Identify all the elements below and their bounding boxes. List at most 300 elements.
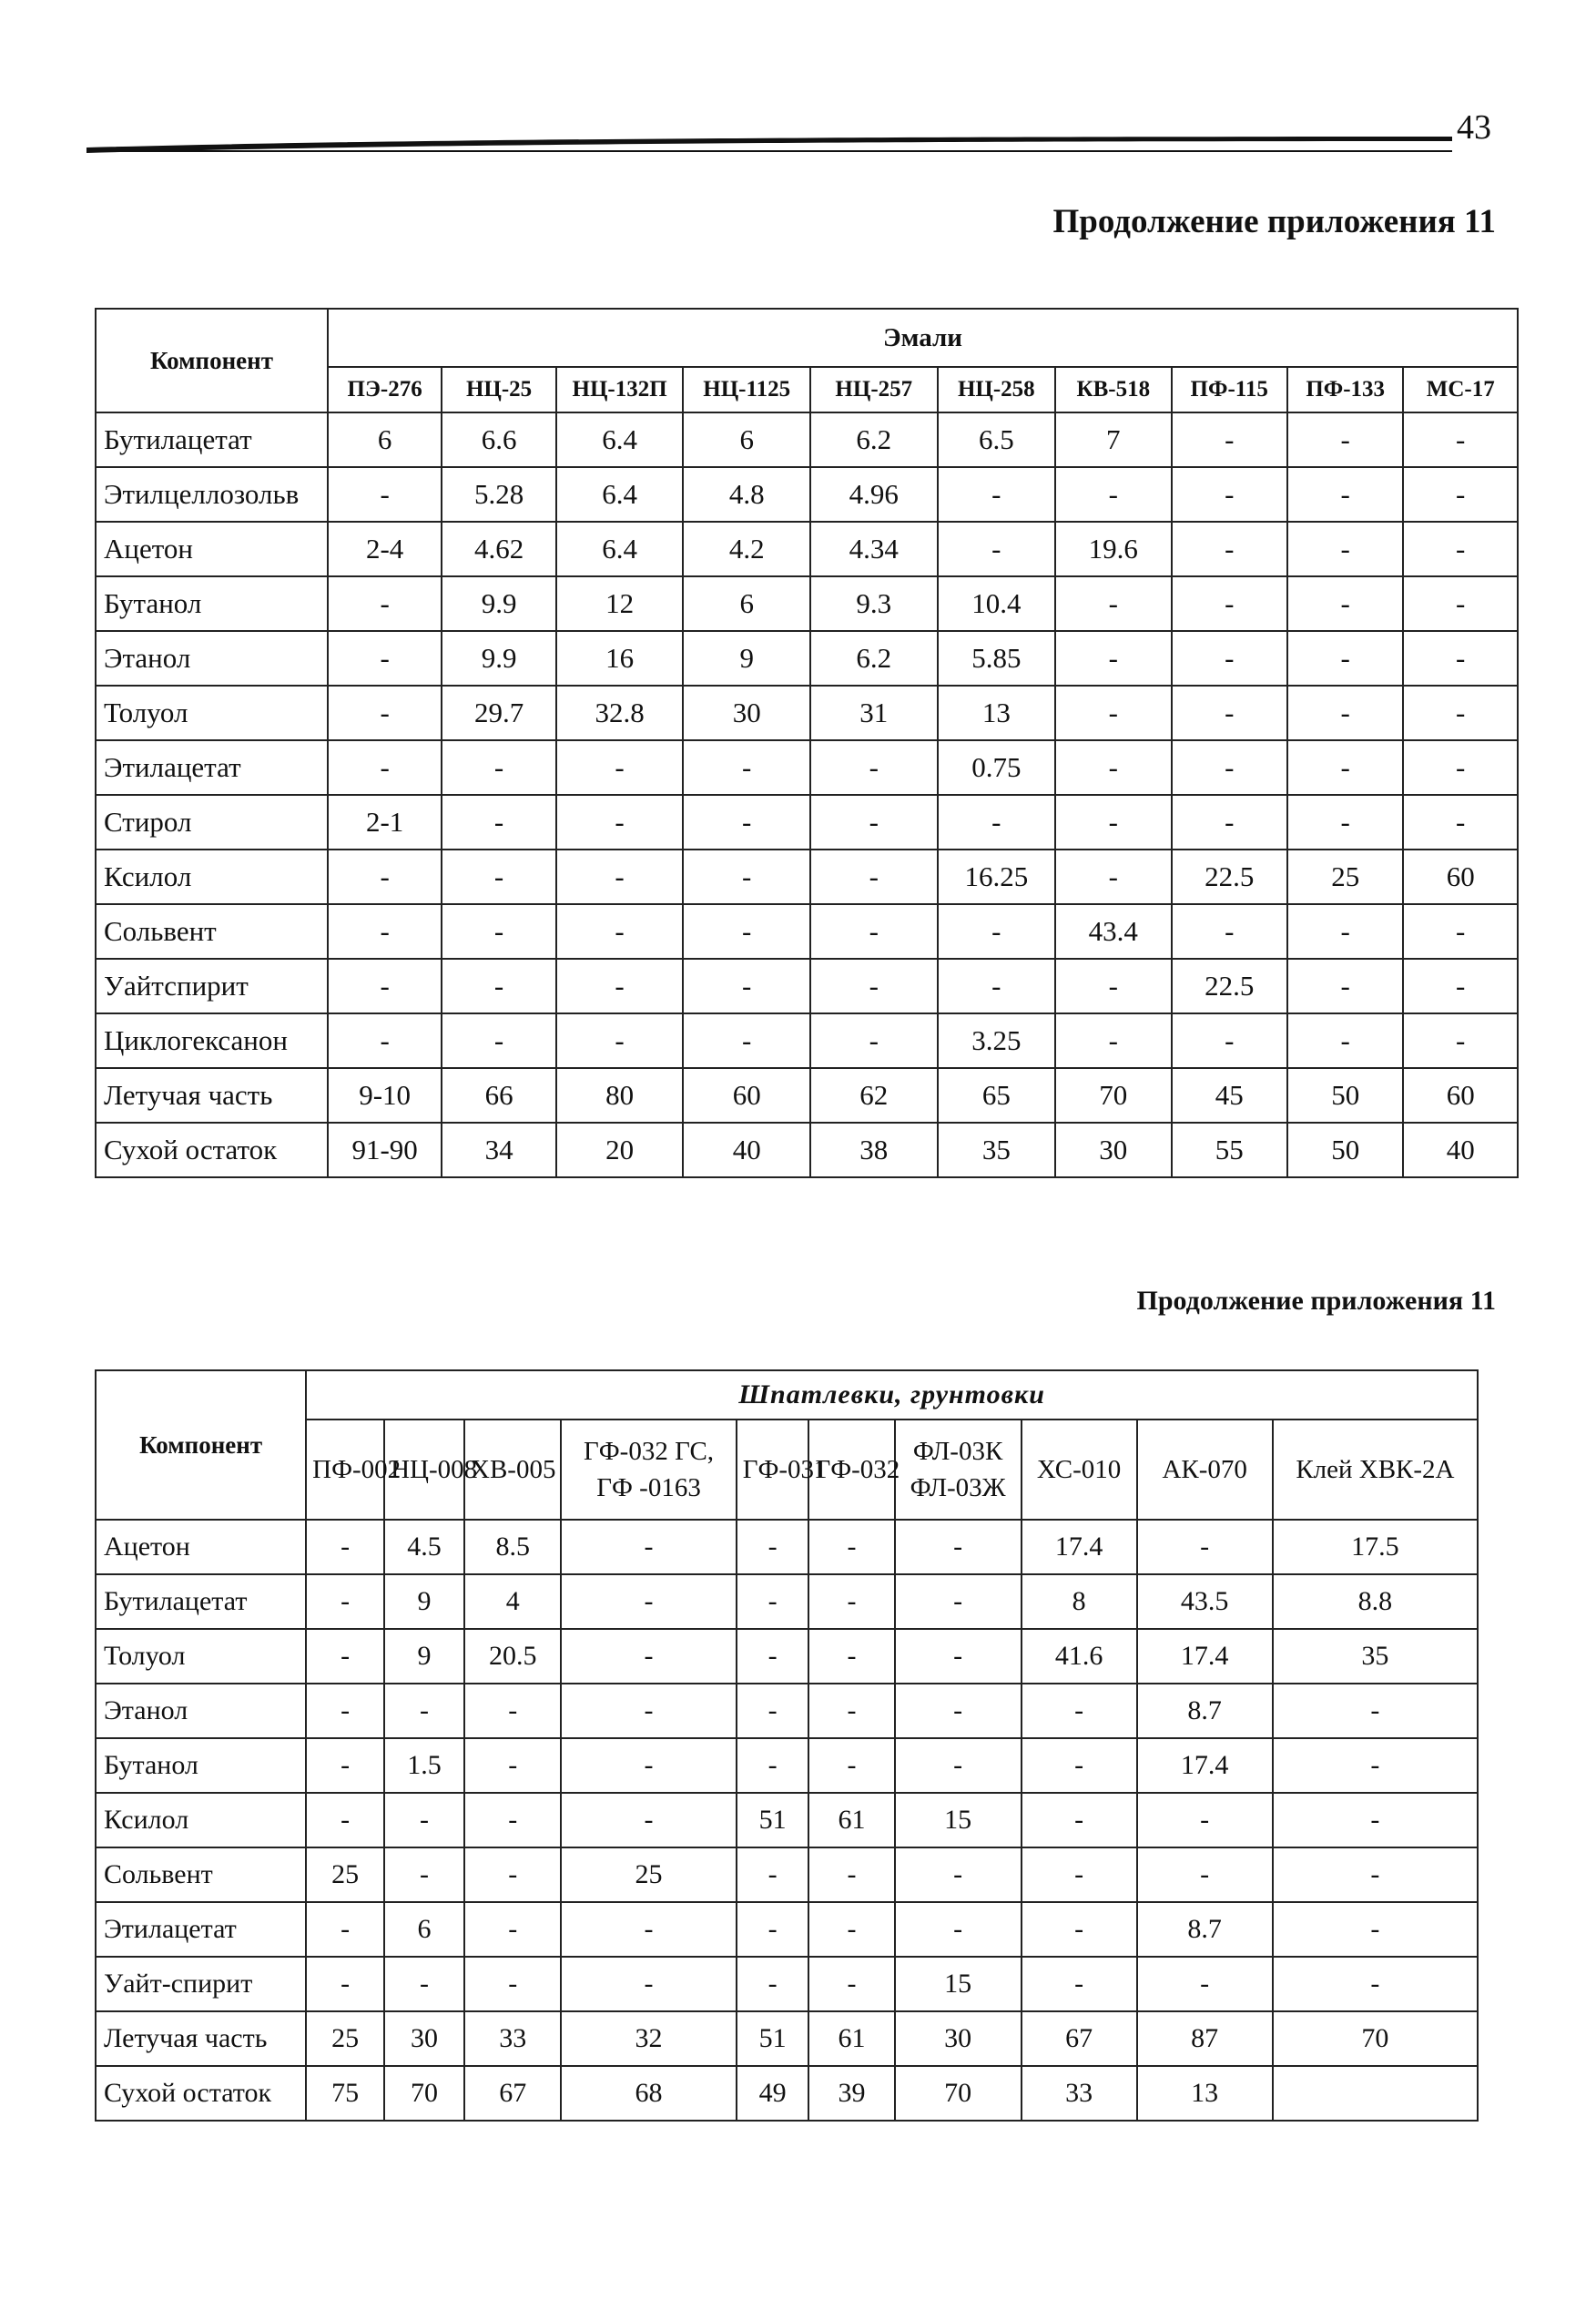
table-cell: - xyxy=(737,1684,809,1738)
table-row xyxy=(96,522,1518,576)
table-cell: - xyxy=(1403,522,1518,576)
table-cell: 8.8 xyxy=(1273,1574,1478,1629)
table-cell: 9.9 xyxy=(442,576,555,631)
table-cell: - xyxy=(1287,522,1403,576)
table-cell: - xyxy=(561,1957,736,2011)
table-cell: 41.6 xyxy=(1022,1629,1137,1684)
column-header: НЦ-132П xyxy=(556,367,684,412)
column-header: ПФ-133 xyxy=(1287,367,1403,412)
table-cell: 70 xyxy=(1055,1068,1171,1123)
table-cell: 62 xyxy=(810,1068,938,1123)
row-label: Стирол xyxy=(96,795,328,850)
table-cell: - xyxy=(1403,1013,1518,1068)
table-cell: - xyxy=(1287,576,1403,631)
table-cell: - xyxy=(556,795,684,850)
table-cell: - xyxy=(1403,686,1518,740)
column-header: ПЭ-276 xyxy=(328,367,442,412)
table-cell: - xyxy=(1403,631,1518,686)
table-cell: 80 xyxy=(556,1068,684,1123)
table-cell: 2-1 xyxy=(328,795,442,850)
column-header: ФЛ-03К ФЛ-03Ж xyxy=(895,1420,1022,1520)
table-cell: - xyxy=(683,959,810,1013)
enamels-table xyxy=(95,308,1519,1178)
table-cell: 12 xyxy=(556,576,684,631)
column-header: НЦ-1125 xyxy=(683,367,810,412)
table-cell: - xyxy=(895,1629,1022,1684)
table-cell: - xyxy=(1022,1684,1137,1738)
table-cell: 43.4 xyxy=(1055,904,1171,959)
table-cell: - xyxy=(328,467,442,522)
group-header-putties-primers: Шпатлевки, грунтовки xyxy=(306,1370,1478,1420)
table-cell: - xyxy=(561,1574,736,1629)
table-cell: 87 xyxy=(1137,2011,1273,2066)
table-cell: - xyxy=(1403,412,1518,467)
table-cell: 51 xyxy=(737,2011,809,2066)
table-cell: - xyxy=(1403,904,1518,959)
table-cell: 6.2 xyxy=(810,631,938,686)
table-row xyxy=(96,795,1518,850)
table-row xyxy=(96,1574,1478,1629)
table-cell: 3.25 xyxy=(938,1013,1055,1068)
table-cell: - xyxy=(810,1013,938,1068)
table-cell: 16.25 xyxy=(938,850,1055,904)
table-cell: 13 xyxy=(938,686,1055,740)
table-cell: 67 xyxy=(464,2066,561,2121)
table-cell: - xyxy=(737,1629,809,1684)
table-cell: - xyxy=(384,1684,464,1738)
table-cell: 15 xyxy=(895,1793,1022,1847)
table-cell: 60 xyxy=(1403,1068,1518,1123)
table-cell: - xyxy=(1172,1013,1287,1068)
table-cell: 40 xyxy=(1403,1123,1518,1177)
table-cell: 9 xyxy=(384,1574,464,1629)
table-cell: 30 xyxy=(895,2011,1022,2066)
table-cell: - xyxy=(556,1013,684,1068)
table-cell: - xyxy=(328,904,442,959)
table-cell: - xyxy=(442,904,555,959)
table-cell: - xyxy=(561,1738,736,1793)
table-cell: - xyxy=(1287,467,1403,522)
table-cell: - xyxy=(810,850,938,904)
table-cell: - xyxy=(1022,1793,1137,1847)
table-cell: - xyxy=(1287,686,1403,740)
table-cell: - xyxy=(1172,795,1287,850)
table-cell: 10.4 xyxy=(938,576,1055,631)
table-cell: - xyxy=(1172,576,1287,631)
table-cell: - xyxy=(938,959,1055,1013)
table-cell: 9 xyxy=(683,631,810,686)
table-cell: - xyxy=(895,1902,1022,1957)
table-cell: - xyxy=(442,740,555,795)
table-cell: 38 xyxy=(810,1123,938,1177)
row-label: Толуол xyxy=(96,686,328,740)
table-cell: 15 xyxy=(895,1957,1022,2011)
column-header: ХС-010 xyxy=(1022,1420,1137,1520)
table-cell: - xyxy=(464,1902,561,1957)
table-cell: - xyxy=(1273,1902,1478,1957)
table-cell: 4.8 xyxy=(683,467,810,522)
table-cell: - xyxy=(737,1957,809,2011)
table-cell: 9.9 xyxy=(442,631,555,686)
table-cell: - xyxy=(328,1013,442,1068)
table-cell: - xyxy=(306,1738,384,1793)
table-cell: - xyxy=(810,740,938,795)
table-cell: - xyxy=(384,1957,464,2011)
table-cell: 8.7 xyxy=(1137,1902,1273,1957)
table-cell: 17.4 xyxy=(1022,1520,1137,1574)
column-header: ХВ-005 xyxy=(464,1420,561,1520)
column-header: НЦ-25 xyxy=(442,367,555,412)
table-cell: 4.5 xyxy=(384,1520,464,1574)
column-header: ГФ-032 xyxy=(808,1420,894,1520)
row-label: Этанол xyxy=(96,631,328,686)
table-cell: - xyxy=(1403,576,1518,631)
table-cell: - xyxy=(1273,1957,1478,2011)
table-row xyxy=(96,1684,1478,1738)
table-cell: - xyxy=(442,959,555,1013)
table-cell: - xyxy=(1287,740,1403,795)
table-row xyxy=(96,1847,1478,1902)
table-cell: - xyxy=(328,631,442,686)
table-cell: - xyxy=(306,1793,384,1847)
table-cell: 60 xyxy=(683,1068,810,1123)
row-label: Этанол xyxy=(96,1684,306,1738)
table-cell: - xyxy=(683,795,810,850)
table-cell: 4.62 xyxy=(442,522,555,576)
table-cell: - xyxy=(1055,576,1171,631)
table-cell: - xyxy=(1055,631,1171,686)
table-cell: - xyxy=(938,522,1055,576)
component-header: Компонент xyxy=(96,1370,306,1520)
column-header: ПФ-115 xyxy=(1172,367,1287,412)
table-cell: 4.96 xyxy=(810,467,938,522)
table-cell: 30 xyxy=(384,2011,464,2066)
table-cell: - xyxy=(1055,850,1171,904)
table-cell: 9-10 xyxy=(328,1068,442,1123)
table-cell: - xyxy=(808,1520,894,1574)
table-cell: 8.5 xyxy=(464,1520,561,1574)
row-label: Ацетон xyxy=(96,1520,306,1574)
table-cell: 25 xyxy=(1287,850,1403,904)
table-cell: 8 xyxy=(1022,1574,1137,1629)
row-label: Летучая часть xyxy=(96,1068,328,1123)
row-label: Толуол xyxy=(96,1629,306,1684)
table-cell: 9.3 xyxy=(810,576,938,631)
table-cell: - xyxy=(556,959,684,1013)
table-cell: - xyxy=(464,1847,561,1902)
table-cell: - xyxy=(306,1902,384,1957)
table-cell: - xyxy=(442,1013,555,1068)
table-cell: - xyxy=(1273,1793,1478,1847)
table-cell: - xyxy=(1137,1793,1273,1847)
table-cell: - xyxy=(1055,795,1171,850)
table-cell: 6.4 xyxy=(556,522,684,576)
table-cell: - xyxy=(328,686,442,740)
table-cell: - xyxy=(1287,795,1403,850)
table-cell: - xyxy=(808,1957,894,2011)
row-label: Бутилацетат xyxy=(96,412,328,467)
table-cell: - xyxy=(810,795,938,850)
row-label: Летучая часть xyxy=(96,2011,306,2066)
table-cell: 2-4 xyxy=(328,522,442,576)
row-label: Бутанол xyxy=(96,1738,306,1793)
table-cell: 25 xyxy=(306,2011,384,2066)
table-cell: 5.28 xyxy=(442,467,555,522)
table-cell: - xyxy=(1273,1738,1478,1793)
table-row xyxy=(96,412,1518,467)
table-cell: - xyxy=(561,1684,736,1738)
column-header: АК-070 xyxy=(1137,1420,1273,1520)
table-row xyxy=(96,1123,1518,1177)
row-label: Ксилол xyxy=(96,1793,306,1847)
group-header-enamels: Эмали xyxy=(328,309,1518,367)
table-cell: 68 xyxy=(561,2066,736,2121)
table-cell: - xyxy=(464,1793,561,1847)
table-row xyxy=(96,1629,1478,1684)
row-label: Этилцеллозольв xyxy=(96,467,328,522)
table-cell: 6.4 xyxy=(556,467,684,522)
table-cell: 75 xyxy=(306,2066,384,2121)
table-cell: 35 xyxy=(1273,1629,1478,1684)
table-cell: - xyxy=(1172,522,1287,576)
table-cell: - xyxy=(556,904,684,959)
table-cell: - xyxy=(1022,1957,1137,2011)
table-cell: 29.7 xyxy=(442,686,555,740)
table-cell: - xyxy=(328,850,442,904)
table-row xyxy=(96,740,1518,795)
table-cell: - xyxy=(306,1574,384,1629)
table-cell: - xyxy=(737,1847,809,1902)
table-cell: 40 xyxy=(683,1123,810,1177)
table-cell: - xyxy=(1055,686,1171,740)
table-cell: - xyxy=(1273,1684,1478,1738)
table-cell: - xyxy=(561,1902,736,1957)
table-cell: 25 xyxy=(561,1847,736,1902)
table-cell: - xyxy=(1022,1902,1137,1957)
table-cell: - xyxy=(895,1847,1022,1902)
table-cell: 61 xyxy=(808,1793,894,1847)
table-cell: - xyxy=(683,1013,810,1068)
table-cell: - xyxy=(561,1793,736,1847)
table-cell: - xyxy=(561,1629,736,1684)
table-cell: - xyxy=(810,959,938,1013)
table-cell: - xyxy=(464,1957,561,2011)
table-cell: - xyxy=(737,1902,809,1957)
table-cell: - xyxy=(1055,467,1171,522)
table-cell: 13 xyxy=(1137,2066,1273,2121)
table-cell: - xyxy=(1172,686,1287,740)
table-cell: - xyxy=(328,740,442,795)
row-label: Сухой остаток xyxy=(96,1123,328,1177)
table-cell: 22.5 xyxy=(1172,959,1287,1013)
table-cell: - xyxy=(1137,1520,1273,1574)
table-row xyxy=(96,1738,1478,1793)
table-row xyxy=(96,1013,1518,1068)
row-label: Ксилол xyxy=(96,850,328,904)
component-header: Компонент xyxy=(96,309,328,412)
table-cell: - xyxy=(306,1684,384,1738)
table-cell: - xyxy=(464,1738,561,1793)
table-cell: - xyxy=(683,850,810,904)
row-label: Этилацетат xyxy=(96,740,328,795)
column-header: КВ-518 xyxy=(1055,367,1171,412)
table-cell: 4 xyxy=(464,1574,561,1629)
table-row xyxy=(96,1902,1478,1957)
table-cell: 6.6 xyxy=(442,412,555,467)
table-cell: 9 xyxy=(384,1629,464,1684)
table-cell: 4.34 xyxy=(810,522,938,576)
table-cell: 70 xyxy=(895,2066,1022,2121)
putties-primers-table xyxy=(95,1369,1479,2122)
table-cell: 70 xyxy=(1273,2011,1478,2066)
table-cell: 32 xyxy=(561,2011,736,2066)
table-cell: - xyxy=(306,1629,384,1684)
column-header: МС-17 xyxy=(1403,367,1518,412)
table-cell: 6 xyxy=(683,412,810,467)
row-label: Сольвент xyxy=(96,1847,306,1902)
table-cell: 65 xyxy=(938,1068,1055,1123)
table-cell: - xyxy=(328,959,442,1013)
table-cell: - xyxy=(1287,904,1403,959)
header-rule xyxy=(86,126,1452,157)
table-row xyxy=(96,2011,1478,2066)
row-label: Бутилацетат xyxy=(96,1574,306,1629)
table-row xyxy=(96,1520,1478,1574)
table-cell: - xyxy=(464,1684,561,1738)
table-cell: 70 xyxy=(384,2066,464,2121)
table-cell: 20.5 xyxy=(464,1629,561,1684)
table-row xyxy=(96,904,1518,959)
table-cell: - xyxy=(938,467,1055,522)
table-cell: 8.7 xyxy=(1137,1684,1273,1738)
table-cell: 32.8 xyxy=(556,686,684,740)
table-cell: 5.85 xyxy=(938,631,1055,686)
column-header: НЦ-257 xyxy=(810,367,938,412)
table-cell: - xyxy=(1172,412,1287,467)
table-cell: - xyxy=(328,576,442,631)
table-cell: - xyxy=(1403,795,1518,850)
column-header: Клей ХВК-2А xyxy=(1273,1420,1478,1520)
column-header: ГФ-031 xyxy=(737,1420,809,1520)
table-cell: 30 xyxy=(1055,1123,1171,1177)
table-cell: - xyxy=(895,1574,1022,1629)
table-cell: 4.2 xyxy=(683,522,810,576)
table-cell: 0.75 xyxy=(938,740,1055,795)
table-row xyxy=(96,1957,1478,2011)
table-cell: 6 xyxy=(683,576,810,631)
table-cell: 55 xyxy=(1172,1123,1287,1177)
table-cell: 45 xyxy=(1172,1068,1287,1123)
table-cell: 67 xyxy=(1022,2011,1137,2066)
row-label: Уайтспирит xyxy=(96,959,328,1013)
table-row xyxy=(96,467,1518,522)
table-cell: - xyxy=(1055,740,1171,795)
table-cell: - xyxy=(1172,631,1287,686)
table-cell: 17.5 xyxy=(1273,1520,1478,1574)
table-cell: 17.4 xyxy=(1137,1629,1273,1684)
table-cell: 1.5 xyxy=(384,1738,464,1793)
table-cell: 61 xyxy=(808,2011,894,2066)
table-cell: - xyxy=(306,1957,384,2011)
table-cell: 30 xyxy=(683,686,810,740)
table-cell: 35 xyxy=(938,1123,1055,1177)
table-cell: 19.6 xyxy=(1055,522,1171,576)
table-cell: 22.5 xyxy=(1172,850,1287,904)
table-cell: - xyxy=(808,1847,894,1902)
row-label: Сухой остаток xyxy=(96,2066,306,2121)
table-cell: 39 xyxy=(808,2066,894,2121)
table-cell: - xyxy=(556,850,684,904)
table-cell: - xyxy=(810,904,938,959)
table-cell: - xyxy=(1172,904,1287,959)
table-cell: - xyxy=(1287,412,1403,467)
table-cell: - xyxy=(1403,467,1518,522)
table-cell: - xyxy=(1403,740,1518,795)
table-cell: - xyxy=(1287,631,1403,686)
table-cell: - xyxy=(808,1574,894,1629)
table-cell: 50 xyxy=(1287,1068,1403,1123)
row-label: Этилацетат xyxy=(96,1902,306,1957)
table-cell: 20 xyxy=(556,1123,684,1177)
table-cell: - xyxy=(737,1520,809,1574)
page-number: 43 xyxy=(1457,108,1491,147)
table-cell: 43.5 xyxy=(1137,1574,1273,1629)
column-header: НЦ-258 xyxy=(938,367,1055,412)
section1-continuation-title: Продолжение приложения 11 xyxy=(1052,203,1496,240)
table-cell: - xyxy=(895,1738,1022,1793)
table-cell: 6.5 xyxy=(938,412,1055,467)
column-header: ПФ-002 xyxy=(306,1420,384,1520)
column-header: ГФ-032 ГС, ГФ -0163 xyxy=(561,1420,736,1520)
table-cell: - xyxy=(1172,740,1287,795)
table-row xyxy=(96,576,1518,631)
table-cell xyxy=(1273,2066,1478,2121)
row-label: Циклогексанон xyxy=(96,1013,328,1068)
table-cell: 33 xyxy=(464,2011,561,2066)
table-cell: - xyxy=(808,1902,894,1957)
table-cell: - xyxy=(1172,467,1287,522)
table-cell: - xyxy=(683,740,810,795)
table-cell: - xyxy=(938,904,1055,959)
table-cell: - xyxy=(1022,1738,1137,1793)
table-row xyxy=(96,2066,1478,2121)
table-cell: - xyxy=(683,904,810,959)
table-cell: - xyxy=(1137,1847,1273,1902)
table-cell: 60 xyxy=(1403,850,1518,904)
table-cell: - xyxy=(737,1738,809,1793)
table-cell: 16 xyxy=(556,631,684,686)
table-cell: - xyxy=(1403,959,1518,1013)
table-cell: - xyxy=(1137,1957,1273,2011)
table-cell: - xyxy=(1287,1013,1403,1068)
table-cell: 25 xyxy=(306,1847,384,1902)
table-cell: 50 xyxy=(1287,1123,1403,1177)
table-cell: - xyxy=(556,740,684,795)
table-cell: 31 xyxy=(810,686,938,740)
row-label: Сольвент xyxy=(96,904,328,959)
table-cell: - xyxy=(561,1520,736,1574)
table-row xyxy=(96,1068,1518,1123)
table-row xyxy=(96,1793,1478,1847)
table-cell: - xyxy=(737,1574,809,1629)
table-cell: - xyxy=(442,850,555,904)
table-cell: - xyxy=(1287,959,1403,1013)
table-cell: 7 xyxy=(1055,412,1171,467)
column-header: НЦ-008 xyxy=(384,1420,464,1520)
table-cell: 6 xyxy=(328,412,442,467)
table-row xyxy=(96,631,1518,686)
table-cell: - xyxy=(442,795,555,850)
